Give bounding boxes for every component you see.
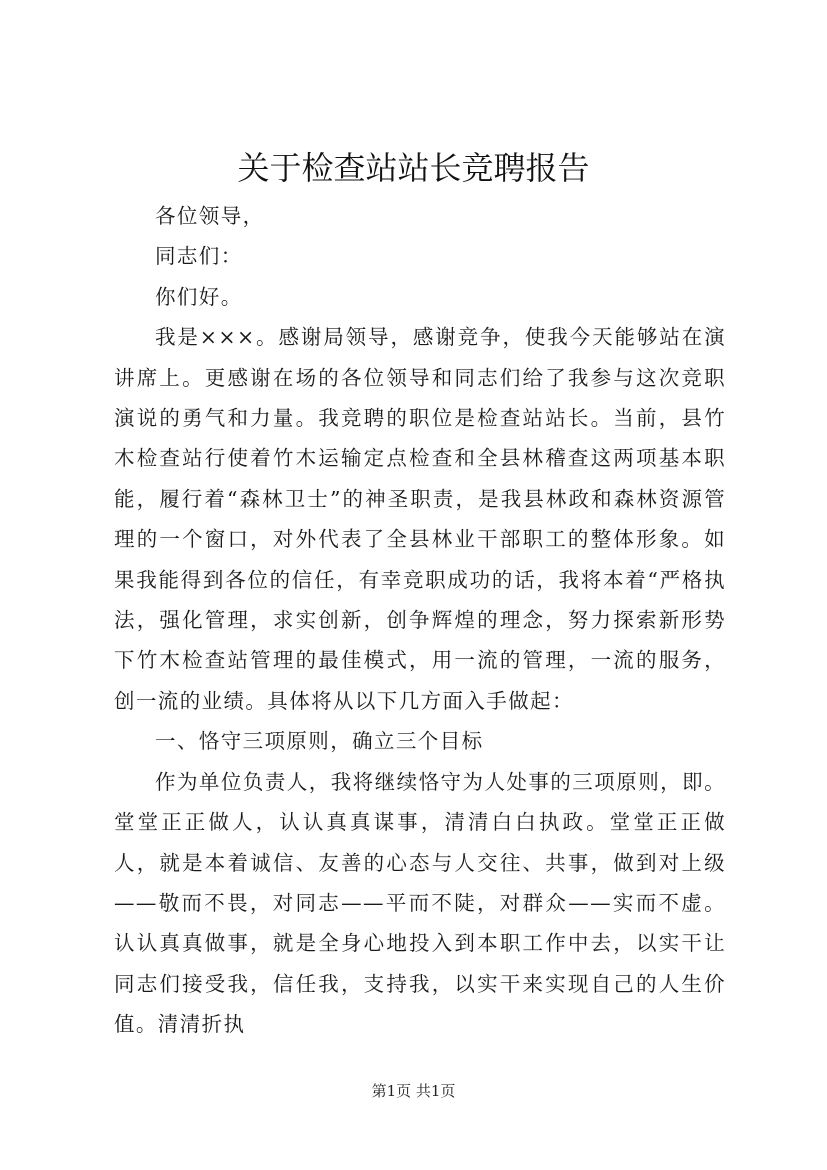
paragraph-introduction: 我是×××。感谢局领导，感谢竞争，使我今天能够站在演讲席上。更感谢在场的各位领导和同志们给了我参与这次竞职演说的勇气和力量。我竞聘的职位是检查站站长。当前，县竹木检查站行使着竹木运输定点检查和全县林稽查这两项基本职能，履行着“森林卫士”的神圣职责，是我县林政和森林资源管理的一个窗口，对外代表了全县林业干部职工的整体形象。如果我能得到各位的信任，有幸竞职成功的话，我将本着“严格执法，强化管理，求实创新，创争辉煌的理念，努力探索新形势下竹木检查站管理的最佳模式，用一流的管理，一流的服务，创一流的业绩。具体将从以下几方面入手做起： [114, 325, 726, 713]
page-number-footer: 第1页 共1页 [371, 1082, 456, 1100]
greeting: 你们好。 [155, 284, 243, 309]
section-heading-1: 一、恪守三项原则，确立三个目标 [155, 729, 484, 754]
paragraph-principles: 作为单位负责人，我将继续恪守为人处事的三项原则，即。堂堂正正做人，认认真真谋事，清清白白执政。堂堂正正做人，就是本着诚信、友善的心态与人交往、共事，做到对上级——敬而不畏，对同志——平而不陡，对群众——实而不虚。认认真真做事，就是全身心地投入到本职工作中去，以实干让同志们接受我，信任我，支持我，以实干来实现自己的人生价值。清清折执 [114, 769, 726, 1037]
document-body [114, 196, 726, 1045]
salutation-leaders: 各位领导， [155, 204, 265, 228]
salutation-comrades: 同志们： [155, 244, 243, 269]
document-title: 关于检查站站长竞聘报告 [237, 149, 590, 187]
